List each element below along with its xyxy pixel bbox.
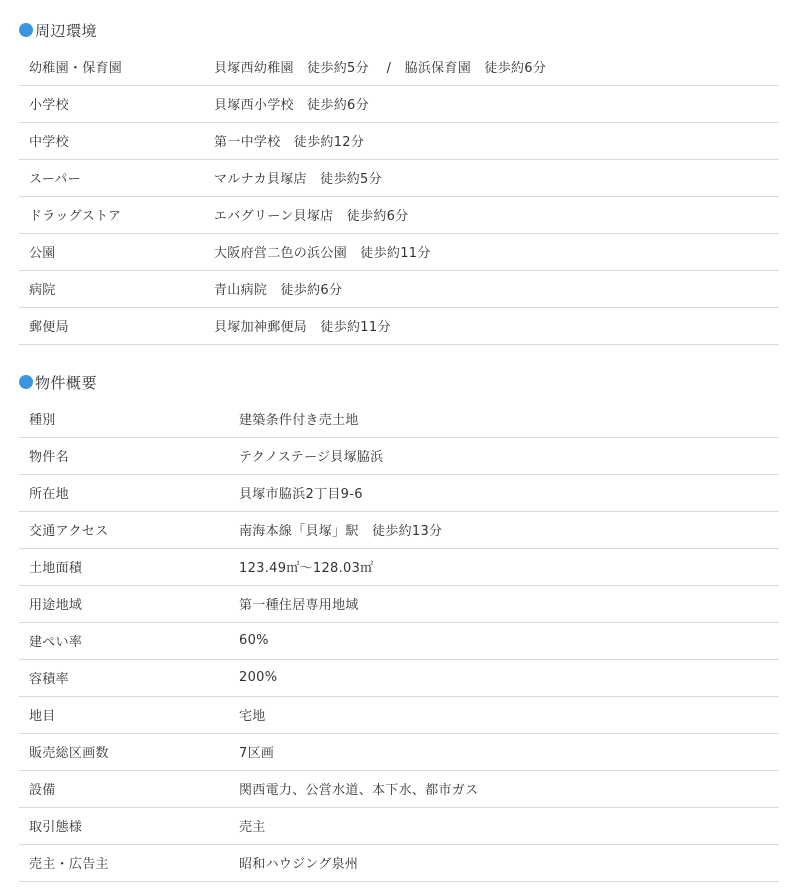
table-row xyxy=(19,233,779,270)
row-label: 容積率 xyxy=(19,659,239,696)
section-title-text: 周辺環境 xyxy=(35,21,98,40)
table-row xyxy=(19,659,779,696)
table-row xyxy=(19,400,779,437)
table-row xyxy=(19,807,779,844)
row-value: 貝塚市脇浜2丁目9-6 xyxy=(239,474,779,511)
row-label: 種別 xyxy=(19,400,239,437)
row-value: 貝塚西小学校 徒歩約6分 xyxy=(214,85,779,122)
row-label: 売主・広告主 xyxy=(19,844,239,881)
table-row xyxy=(19,770,779,807)
row-label: 取引態様 xyxy=(19,807,239,844)
table-row xyxy=(19,844,779,881)
row-label: 販売総区画数 xyxy=(19,733,239,770)
row-value: 関西電力、公営水道、本下水、都市ガス xyxy=(239,770,779,807)
row-label: 公園 xyxy=(19,233,214,270)
row-label: ドラッグストア xyxy=(19,196,214,233)
property-table xyxy=(19,400,779,882)
table-row xyxy=(19,548,779,585)
row-value: 青山病院 徒歩約6分 xyxy=(214,270,779,307)
row-value: 南海本線「貝塚」駅 徒歩約13分 xyxy=(239,511,779,548)
row-label: 郵便局 xyxy=(19,307,214,344)
table-row xyxy=(19,511,779,548)
table-row xyxy=(19,122,779,159)
row-label: 設備 xyxy=(19,770,239,807)
table-row xyxy=(19,622,779,659)
table-row xyxy=(19,733,779,770)
row-value: 第一種住居専用地域 xyxy=(239,585,779,622)
row-value: 200% xyxy=(239,659,779,696)
row-label: 用途地域 xyxy=(19,585,239,622)
row-value: 7区画 xyxy=(239,733,779,770)
table-row xyxy=(19,474,779,511)
table-row xyxy=(19,307,779,344)
bullet-dot-icon xyxy=(19,23,33,37)
row-value: 大阪府営二色の浜公園 徒歩約11分 xyxy=(214,233,779,270)
section-title-property xyxy=(19,370,97,394)
row-value: 売主 xyxy=(239,807,779,844)
row-value: エバグリーン貝塚店 徒歩約6分 xyxy=(214,196,779,233)
table-row xyxy=(19,85,779,122)
row-value: マルナカ貝塚店 徒歩約5分 xyxy=(214,159,779,196)
table-row xyxy=(19,159,779,196)
table-row xyxy=(19,270,779,307)
environment-table-body xyxy=(19,48,779,344)
row-label: 小学校 xyxy=(19,85,214,122)
row-label: 建ぺい率 xyxy=(19,622,239,659)
table-row xyxy=(19,48,779,85)
row-value: 宅地 xyxy=(239,696,779,733)
section-title-text: 物件概要 xyxy=(35,373,98,392)
row-label: 交通アクセス xyxy=(19,511,239,548)
row-label: 物件名 xyxy=(19,437,239,474)
table-row xyxy=(19,585,779,622)
row-label: 地目 xyxy=(19,696,239,733)
row-label: 病院 xyxy=(19,270,214,307)
table-row xyxy=(19,696,779,733)
table-row xyxy=(19,196,779,233)
row-value: 昭和ハウジング泉州 xyxy=(239,844,779,881)
row-value: 第一中学校 徒歩約12分 xyxy=(214,122,779,159)
row-label: 所在地 xyxy=(19,474,239,511)
row-label: 中学校 xyxy=(19,122,214,159)
table-row xyxy=(19,437,779,474)
row-value: 60% xyxy=(239,622,779,659)
row-label: スーパー xyxy=(19,159,214,196)
row-value: 貝塚加神郵便局 徒歩約11分 xyxy=(214,307,779,344)
row-label: 幼稚園・保育園 xyxy=(19,48,214,85)
row-label: 土地面積 xyxy=(19,548,239,585)
section-title-environment xyxy=(19,18,97,42)
row-value: 123.49㎡〜128.03㎡ xyxy=(239,548,779,585)
row-value: 建築条件付き売土地 xyxy=(239,400,779,437)
property-table-body xyxy=(19,400,779,881)
environment-table xyxy=(19,48,779,345)
row-value: 貝塚西幼稚園 徒歩約5分 / 脇浜保育園 徒歩約6分 xyxy=(214,48,779,85)
row-value: テクノステージ貝塚脇浜 xyxy=(239,437,779,474)
bullet-dot-icon xyxy=(19,375,33,389)
